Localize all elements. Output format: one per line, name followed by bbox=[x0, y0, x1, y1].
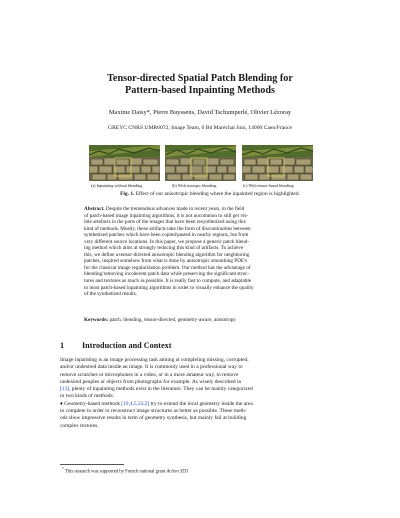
figure-1b-image bbox=[165, 145, 236, 181]
figure-caption-text: Effect of our anisotropic blending where the inpainted region is highlighted. bbox=[135, 191, 300, 197]
abstract-line: Abstract. Despite the tremendous advances made in recent years, in the field bbox=[84, 206, 245, 212]
citation-link[interactable]: [13] bbox=[60, 386, 70, 393]
abstract-line: tures and textures as much as possible. It is really fast to compute, and adaptable bbox=[84, 278, 252, 285]
footnote-divider bbox=[60, 464, 124, 465]
body-line: complex textures. bbox=[60, 422, 99, 429]
body-line: [13], plenty of inpainting methods exist in the literature. They can be mainly categorized bbox=[60, 386, 253, 393]
body-line: to complete in order to reconstruct image structures as better as possible. These meth- bbox=[60, 408, 247, 415]
keywords-label: Keywords: bbox=[84, 317, 109, 323]
abstract bbox=[84, 206, 318, 298]
subcaption-c: (c) With tensor-based blending bbox=[243, 183, 294, 188]
body-line: remove scratches or microphones in a video, or in a more amateur way, to remove bbox=[60, 371, 239, 378]
abstract-line: kind of methods. Mostly, these artifacts take the form of discontinuities between bbox=[84, 225, 251, 232]
bullet-icon: ♦ bbox=[60, 400, 63, 407]
figure-1 bbox=[89, 145, 313, 181]
figure-1a-image bbox=[89, 145, 160, 181]
authors: Maxime Daisy*, Pierre Buyssens, David Tschumperlé, Olivier Lézoray bbox=[108, 109, 292, 116]
abstract-line: this, we define a tensor-directed anisotropic blending algorithm for neighboring bbox=[84, 251, 250, 258]
abstract-line: blending/removing incoherent patch data while preserving the significant struc- bbox=[84, 271, 250, 278]
affiliation: GREYC CNRS UMR6072, Image Team, 6 Bd Maréchal Juin, 14000 Caen/France bbox=[108, 125, 292, 131]
citation-link[interactable]: [19,4,5,23,2] bbox=[121, 400, 150, 407]
abstract-label: Abstract. bbox=[84, 206, 105, 212]
bullet-label: Geometry-based methods bbox=[64, 400, 120, 407]
abstract-line: ible artefacts in the parts of the images that have been resynthetized using this bbox=[84, 219, 246, 226]
section-heading bbox=[60, 341, 171, 350]
footnote-mark: * bbox=[62, 467, 64, 471]
subcaption-a: (a) Inpainting without blending bbox=[91, 183, 143, 188]
abstract-line: synthetized patches which have been copied/pasted in nearby regions, but from bbox=[84, 232, 249, 239]
abstract-line: for the classical image regularization problem. Our method has the advantage of bbox=[84, 264, 251, 271]
abstract-line: very different source locations. In this paper, we propose a generic patch blend- bbox=[84, 238, 250, 245]
body-line: undesired peoples or objects from photographs for example. As wisely described in bbox=[60, 378, 242, 385]
body-line: in two kinds of methods: bbox=[60, 393, 115, 400]
abstract-line: of patch-based image inpainting algorithms, it is not uncommon to still get vis- bbox=[84, 212, 249, 219]
introduction-text bbox=[60, 357, 340, 430]
body-line: ods show impressive results in term of geometry synthesis, but mainly fail at building bbox=[60, 415, 247, 422]
body-line-bullet: ♦ Geometry-based methods [19,4,5,23,2] try to extend the local geometry inside the area bbox=[60, 400, 253, 407]
footnote-grant: Action 3D3 bbox=[166, 469, 188, 475]
figure-caption-label: Fig. 1. bbox=[120, 191, 135, 197]
subcaption-b: (b) With isotropic blending bbox=[172, 183, 217, 188]
abstract-line: ing method which aims at strongly reducing this kind of artifacts. To achieve bbox=[84, 245, 244, 252]
body-line: and/or undesired data inside an image. It is commonly used in a professional way to bbox=[60, 364, 243, 371]
footnote bbox=[62, 467, 188, 475]
keywords bbox=[84, 317, 318, 323]
body-line: Image inpainting is an image processing task aiming at completing missing, corrupted, bbox=[60, 357, 249, 363]
section-number: 1 bbox=[60, 341, 65, 350]
paper-title-line-2: Pattern-based Inpainting Methods bbox=[125, 85, 275, 96]
figure-caption bbox=[60, 191, 360, 197]
footnote-text: This research was supported by French national grant bbox=[64, 469, 167, 475]
section-title: Introduction and Context bbox=[82, 341, 172, 350]
keywords-text: patch, blending, tensor-directed, geometry-aware, anisotropy bbox=[109, 317, 236, 323]
abstract-line: to most patch-based inpainting algorithms in order to visually enhance the quality bbox=[84, 284, 254, 291]
abstract-line: patches, inspired somehow from what is done by anisotropic smoothing PDE's bbox=[84, 258, 248, 265]
paper-title-line-1: Tensor-directed Spatial Patch Blending for bbox=[107, 73, 293, 84]
figure-1c-image bbox=[242, 145, 313, 181]
abstract-line: of the synthetized results. bbox=[84, 291, 138, 298]
